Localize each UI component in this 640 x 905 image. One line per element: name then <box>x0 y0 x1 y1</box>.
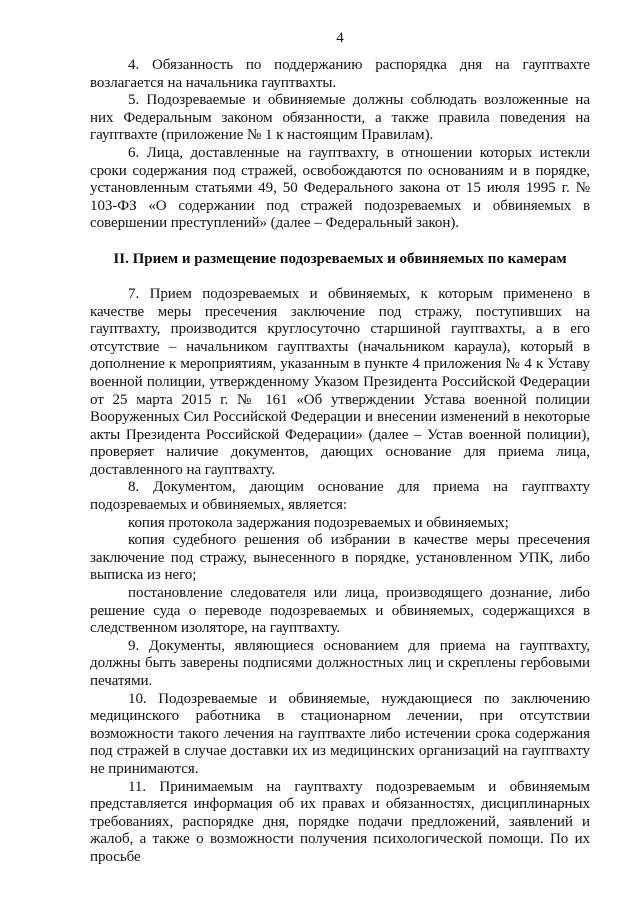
paragraph-7: 7. Прием подозреваемых и обвиняемых, к которым применено в качестве меры пресечения заключение под стражу, поступивших на гауптвахту, производится круглосуточно старшиной гауптвахты, а в его отсутствие – начальником гауптвахты (начальником караула), который в дополнение к мероприятиям, указанным в пункте 4 приложения № 4 к Уставу военной полиции, утвержденному Указом Президента Российской Федерации от 25 марта 2015 г. № 161 «Об утверждении Устава военной полиции Вооруженных Сил Российской Федерации и внесении изменений в некоторые акты Президента Российской Федерации» (далее – Устав военной полиции), проверяет наличие документов, дающих основание для приема лица, доставленного на гауптвахту. <box>90 285 590 478</box>
paragraph-4: 4. Обязанность по поддержанию распорядка дня на гауптвахте возлагается на начальника гауптвахты. <box>90 57 590 91</box>
list-item-protocol-copy: копия протокола задержания подозреваемых и обвиняемых; <box>128 514 509 531</box>
paragraph-9: 9. Документы, являющиеся основанием для приема на гауптвахту, должны быть заверены подписями должностных лиц и скреплены гербовыми печатями. <box>90 637 590 689</box>
list-item-investigator-resolution: постановление следователя или лица, производящего дознание, либо решение суда о переводе подозреваемых и обвиняемых, содержащихся в следственном изоляторе, на гауптвахту. <box>90 585 590 637</box>
paragraph-6: 6. Лица, доставленные на гауптвахту, в отношении которых истекли сроки содержания под стражей, освобождаются по основаниям и в порядке, установленным статьями 49, 50 Федерального закона от 15 июля 1995 г. № 103-ФЗ «О содержании под стражей подозреваемых и обвиняемых в совершении преступлений» (далее – Федеральный закон). <box>90 144 590 232</box>
paragraph-11: 11. Принимаемым на гауптвахту подозреваемым и обвиняемым представляется информация об их правах и обязанностях, дисциплинарных требованиях, распорядке дня, порядке подачи предложений, заявлений и жалоб, а также о возможности получения психологической помощи. По их просьбе <box>90 778 590 865</box>
paragraph-8: 8. Документом, дающим основание для приема на гауптвахту подозреваемых и обвиняемых, является: <box>90 479 590 514</box>
document-page <box>90 28 590 867</box>
paragraph-10: 10. Подозреваемые и обвиняемые, нуждающиеся по заключению медицинского работника в стационарном лечении, при отсутствии возможности такого лечения на гауптвахте либо истечении срока содержания под стражей в случае доставки их из медицинских организаций на гауптвахту не принимаются. <box>90 690 590 777</box>
section-heading: II. Прием и размещение подозреваемых и обвиняемых по камерам <box>113 250 567 267</box>
paragraph-5: 5. Подозреваемые и обвиняемые должны соблюдать возложенные на них Федеральным законом обязанности, а также правила поведения на гауптвахте (приложение № 1 к настоящим Правилам). <box>90 92 590 144</box>
list-item-court-decision: копия судебного решения об избрании в качестве меры пресечения заключение под стражу, вынесенного в порядке, установленном УПК, либо выписка из него; <box>90 532 590 584</box>
page-number: 4 <box>336 30 344 46</box>
